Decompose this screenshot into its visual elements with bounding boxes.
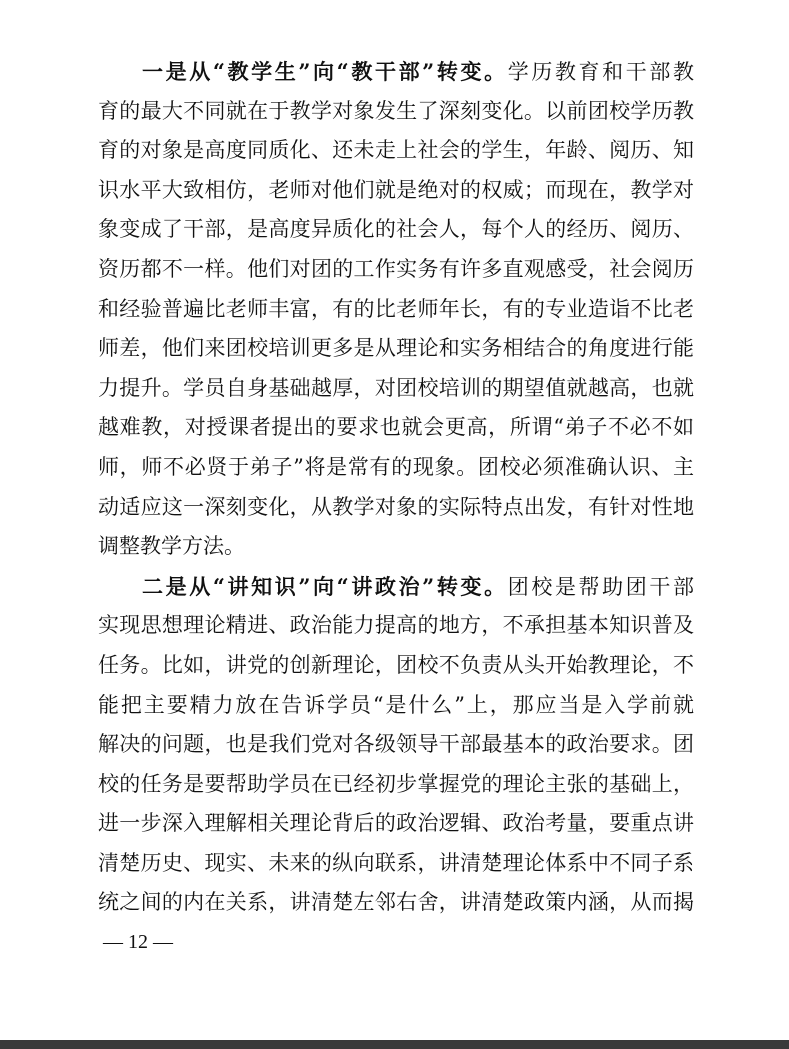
- paragraph-1-line: 育的最大不同就在于教学对象发生了深刻变化。以前团校学历教: [98, 98, 694, 123]
- paragraph-2-line: 解决的问题，也是我们党对各级领导干部最基本的政治要求。团: [98, 732, 694, 757]
- text-line: 学历教育和干部教: [507, 60, 694, 84]
- paragraph-1-line: 调整教学方法。: [98, 534, 245, 559]
- paragraph-1-line: 和经验普遍比老师丰富，有的比老师年长，有的专业造诣不比老: [98, 296, 694, 321]
- paragraph-2-heading: 二是从“讲知识”向“讲政治”转变。: [142, 573, 508, 599]
- paragraph-2-line: 进一步深入理解相关理论背后的政治逻辑、政治考量，要重点讲: [98, 811, 694, 836]
- paragraph-1-line: 育的对象是高度同质化、还未走上社会的学生，年龄、阅历、知: [98, 138, 694, 163]
- paragraph-2-line: 实现思想理论精进、政治能力提高的地方，不承担基本知识普及: [98, 613, 694, 638]
- paragraph-1-line: 识水平大致相仿，老师对他们就是绝对的权威；而现在，教学对: [98, 177, 694, 202]
- paragraph-1-line: 师，师不必贤于弟子”将是常有的现象。团校必须准确认识、主: [98, 454, 694, 479]
- paragraph-2-line: 清楚历史、现实、未来的纵向联系，讲清楚理论体系中不同子系: [98, 850, 694, 875]
- paragraph-1-heading: 一是从“教学生”向“教干部”转变。: [142, 59, 508, 84]
- body-text: [98, 52, 694, 923]
- paragraph-2-line-1: [98, 567, 694, 607]
- paragraph-2-line: 校的任务是要帮助学员在已经初步掌握党的理论主张的基础上，: [98, 771, 694, 796]
- page-number: — 12 —: [103, 931, 173, 953]
- paragraph-1-line: 资历都不一样。他们对团的工作实务有许多直观感受，社会阅历: [98, 256, 694, 281]
- paragraph-2-line: 能把主要精力放在告诉学员“是什么”上，那应当是入学前就: [98, 692, 694, 717]
- text-line: 团校是帮助团干部: [507, 574, 694, 599]
- paragraph-1-line: 动适应这一深刻变化，从教学对象的实际特点出发，有针对性地: [98, 494, 694, 519]
- paragraph-1-line: 师差，他们来团校培训更多是从理论和实务相结合的角度进行能: [98, 336, 694, 361]
- paragraph-1-line: 力提升。学员自身基础越厚，对团校培训的期望值就越高，也就: [98, 375, 694, 400]
- paragraph-1-line: 象变成了干部，是高度异质化的社会人，每个人的经历、阅历、: [98, 217, 694, 242]
- paragraph-2-line: 任务。比如，讲党的创新理论，团校不负责从头开始教理论，不: [98, 652, 694, 677]
- paragraph-1-line: 越难教，对授课者提出的要求也就会更高，所谓“弟子不必不如: [98, 415, 694, 440]
- paragraph-2-line: 统之间的内在关系，讲清楚左邻右舍，讲清楚政策内涵，从而揭: [98, 890, 694, 915]
- bottom-border-bar: [0, 1040, 789, 1049]
- paragraph-1-line-1: [98, 52, 694, 92]
